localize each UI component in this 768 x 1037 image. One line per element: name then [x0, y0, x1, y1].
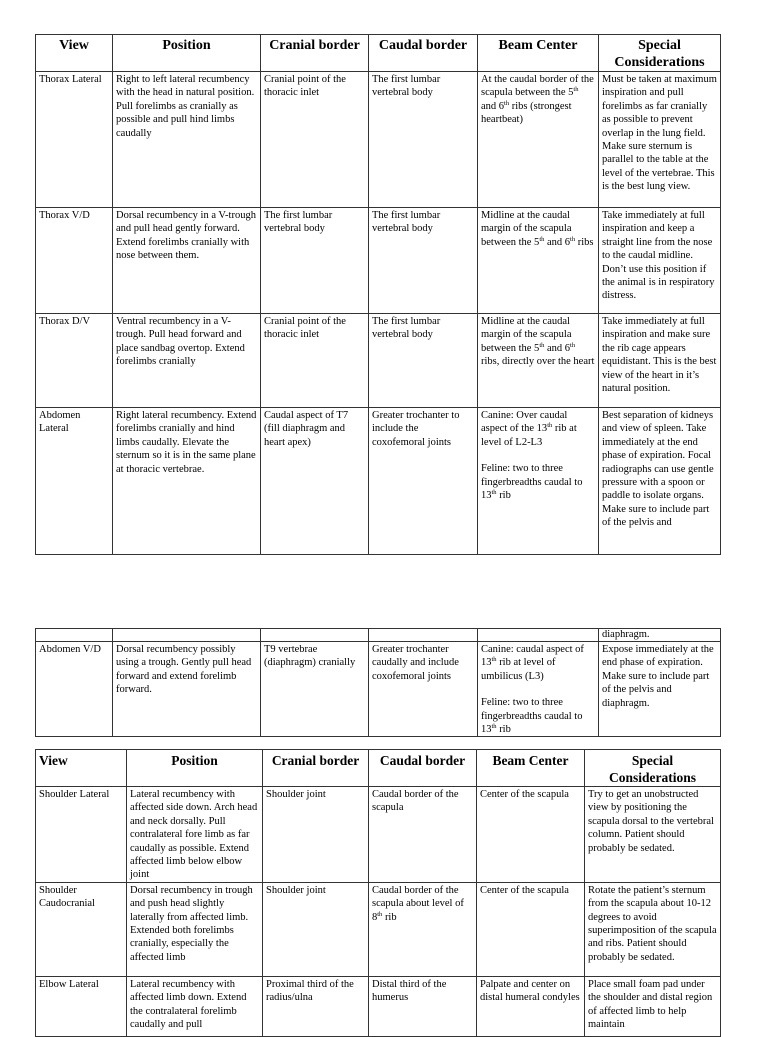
cell-view: Abdomen V/D [36, 642, 113, 737]
cell-caudal: Caudal border of the scapula [369, 787, 477, 883]
cell-position: Lateral recumbency with affected limb down. Extend the contralateral forelimb caudally and pull [127, 976, 263, 1036]
header-beam-center: Beam Center [478, 35, 599, 72]
table-row [36, 408, 721, 555]
cell-view: Shoulder Caudocranial [36, 882, 127, 976]
header-beam-center: Beam Center [477, 750, 585, 787]
cell-special: Take immediately at full inspiration and make sure the rib cage appears equidistant. This is the best view of the heart in it’s natural position. [599, 314, 721, 408]
table-row-carryover [36, 629, 721, 642]
header-special-considerations: Special Considerations [599, 35, 721, 72]
table-row [36, 208, 721, 314]
cell-special: Rotate the patient’s sternum from the scapula about 10-12 degrees to avoid superimposition of the scapula and ribs. Patient should probably be sedated. [585, 882, 721, 976]
cell-position: Dorsal recumbency possibly using a trough. Gently pull head forward and extend forelimb forward. [113, 642, 261, 737]
cell-view: Abdomen Lateral [36, 408, 113, 555]
cell-position: Right lateral recumbency. Extend forelimbs cranially and hind limbs caudally. Elevate the sternum so it is in the same plane at thoracic vertebrae. [113, 408, 261, 555]
cell-caudal: The first lumbar vertebral body [369, 208, 478, 314]
header-position: Position [127, 750, 263, 787]
header-row [36, 750, 721, 787]
cell-view: Elbow Lateral [36, 976, 127, 1036]
table-row [36, 882, 721, 976]
header-caudal-border: Caudal border [369, 750, 477, 787]
table-row [36, 72, 721, 208]
header-view: View [36, 750, 127, 787]
cell-cranial: Shoulder joint [263, 882, 369, 976]
header-cranial-border: Cranial border [261, 35, 369, 72]
header-cranial-border: Cranial border [263, 750, 369, 787]
cell-beam-center: Canine: caudal aspect of 13th rib at level of umbilicus (L3) Feline: two to three fingerbreadths caudal to 13th rib [478, 642, 599, 737]
header-caudal-border: Caudal border [369, 35, 478, 72]
cell-caudal: Caudal border of the scapula about level of 8th rib [369, 882, 477, 976]
cell-cranial: Cranial point of the thoracic inlet [261, 72, 369, 208]
cell-special: Expose immediately at the end phase of expiration. Make sure to include part of the pelvis and diaphragm. [599, 642, 721, 737]
cell-view: Shoulder Lateral [36, 787, 127, 883]
cell-special: Must be taken at maximum inspiration and pull forelimbs as far cranially as possible to prevent overlap in the lung field. Make sure sternum is parallel to the table at the level of the vertebrae. This is the best lung view. [599, 72, 721, 208]
cell-caudal: Greater trochanter caudally and include coxofemoral joints [369, 642, 478, 737]
cell-position: Dorsal recumbency in trough and push head slightly laterally from affected limb. Extended both forelimbs cranially, especially the affected limb [127, 882, 263, 976]
table-row [36, 976, 721, 1036]
table-row [36, 787, 721, 883]
cell-cranial: Cranial point of the thoracic inlet [261, 314, 369, 408]
table-row [36, 642, 721, 737]
cell-view: Thorax D/V [36, 314, 113, 408]
positioning-table-forelimb [35, 749, 721, 1037]
cell-caudal: The first lumbar vertebral body [369, 314, 478, 408]
cell-view: Thorax V/D [36, 208, 113, 314]
cell-position: Dorsal recumbency in a V-trough and pull head gently forward. Extend forelimbs cranially with nose between them. [113, 208, 261, 314]
cell-beam-center: Canine: Over caudal aspect of the 13th rib at level of L2-L3 Feline: two to three fingerbreadths caudal to 13th rib [478, 408, 599, 555]
header-row [36, 35, 721, 72]
cell-caudal: Distal third of the humerus [369, 976, 477, 1036]
positioning-table-continuation [35, 628, 721, 737]
cell-position: Lateral recumbency with affected side down. Arch head and neck dorsally. Pull contralateral fore limb as far caudally as possible. Extend affected limb below elbow joint [127, 787, 263, 883]
cell-beam-center: Midline at the caudal margin of the scapula between the 5th and 6th ribs, directly over the heart [478, 314, 599, 408]
cell-cranial: Proximal third of the radius/ulna [263, 976, 369, 1036]
cell-special-carryover: diaphragm. [599, 629, 721, 642]
header-special-considerations: Special Considerations [585, 750, 721, 787]
cell-caudal: The first lumbar vertebral body [369, 72, 478, 208]
cell-position: Right to left lateral recumbency with the head in natural position. Pull forelimbs as cranially as possible and pull hind limbs caudally [113, 72, 261, 208]
cell-cranial: Caudal aspect of T7 (fill diaphragm and heart apex) [261, 408, 369, 555]
cell-position: Ventral recumbency in a V-trough. Pull head forward and place sandbag overtop. Extend forelimbs cranially [113, 314, 261, 408]
header-position: Position [113, 35, 261, 72]
cell-beam-center: At the caudal border of the scapula between the 5th and 6th ribs (strongest heartbeat) [478, 72, 599, 208]
header-view: View [36, 35, 113, 72]
cell-special: Take immediately at full inspiration and keep a straight line from the nose to the caudal midline. Don’t use this position if the animal is in respiratory distress. [599, 208, 721, 314]
positioning-table-thorax-abdomen [35, 34, 721, 555]
cell-cranial: Shoulder joint [263, 787, 369, 883]
cell-view: Thorax Lateral [36, 72, 113, 208]
cell-special: Best separation of kidneys and view of spleen. Take immediately at the end phase of expiration. Focal radiographs can use gentle pressure with a spoon or paddle to isolate organs. Make sure to include part of the pelvis and [599, 408, 721, 555]
cell-beam-center: Midline at the caudal margin of the scapula between the 5th and 6th ribs [478, 208, 599, 314]
table-row [36, 314, 721, 408]
cell-special: Place small foam pad under the shoulder and distal region of affected limb to help maintain [585, 976, 721, 1036]
cell-special: Try to get an unobstructed view by positioning the scapula dorsal to the vertebral column. Patient should probably be sedated. [585, 787, 721, 883]
cell-caudal: Greater trochanter to include the coxofemoral joints [369, 408, 478, 555]
cell-beam-center: Center of the scapula [477, 787, 585, 883]
cell-cranial: The first lumbar vertebral body [261, 208, 369, 314]
cell-beam-center: Center of the scapula [477, 882, 585, 976]
cell-cranial: T9 vertebrae (diaphragm) cranially [261, 642, 369, 737]
cell-beam-center: Palpate and center on distal humeral condyles [477, 976, 585, 1036]
